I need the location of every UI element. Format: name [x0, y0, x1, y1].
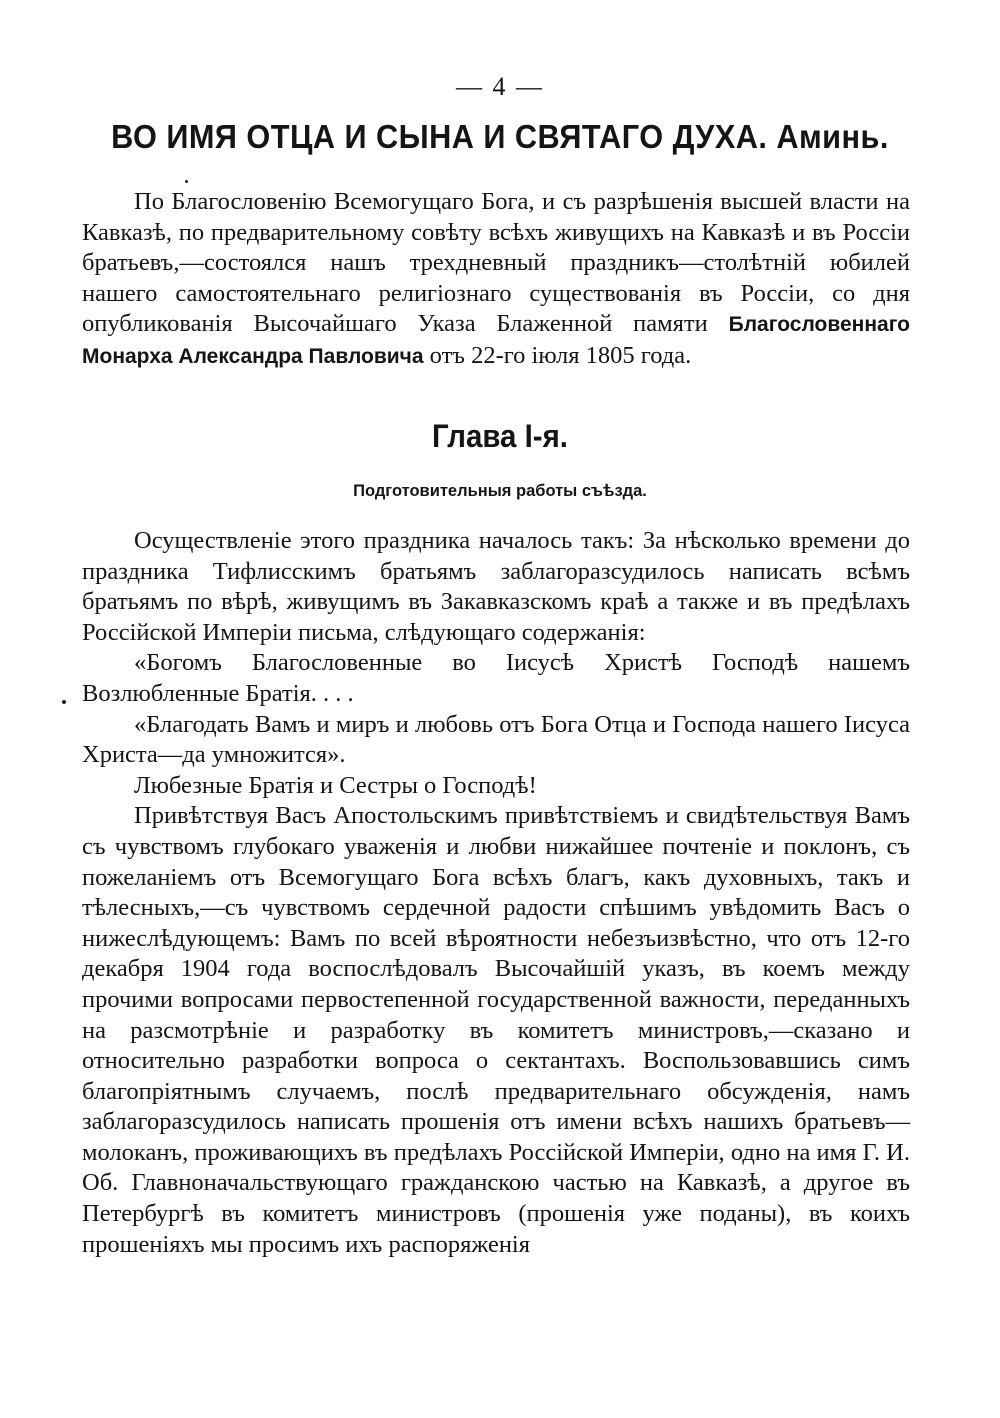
print-speck	[185, 180, 188, 183]
intro-text	[82, 187, 910, 373]
body-paragraph: Осуществленіе этого праздника началось такъ: За нѣсколько времени до праздника Тифлисскимъ братьямъ заблагоразсудилось написать всѣмъ братьямъ по вѣрѣ, живущимъ въ Закавказскомъ краѣ а также и въ предѣлахъ Россійской Имперіи письма, слѣдующаго содержанія:	[82, 527, 910, 646]
chapter-body	[82, 526, 910, 1260]
body-paragraph: Любезные Братія и Сестры о Господѣ!	[134, 771, 537, 799]
print-speck	[62, 700, 66, 704]
intro-paragraph	[82, 187, 910, 373]
chapter-subtitle: Подготовительныя работы съѣзда.	[353, 482, 647, 500]
intro-text-bold: Благословеннаго Монарха Александра Павловича	[82, 313, 910, 368]
intro-text-end: отъ 22-го іюля 1805 года.	[423, 341, 692, 369]
intro-text-start: По Благословенію Всемогущаго Бога, и съ разрѣшенія высшей власти на Кавказѣ, по предварительному совѣту всѣхъ живущихъ на Кавказѣ и въ Россіи братьевъ,—состоялся нашъ трехдневный праздникъ—столѣтній юбилей нашего самостоятельнаго религіознаго существованія въ Россіи, со дня опубликованія Высочайшаго Указа Блаженной памяти	[82, 188, 910, 338]
body-paragraph: Привѣтствуя Васъ Апостольскимъ привѣтствіемъ и свидѣтельствуя Вамъ съ чувствомъ глубокаго уваженія и любви нижайшее почтеніе и поклонъ, съ пожеланіемъ отъ Всемогущаго Бога всѣхъ благъ, какъ духовныхъ, такъ и тѣлесныхъ,—съ чувствомъ сердечной радости спѣшимъ увѣдомить Васъ о нижеслѣдующемъ: Вамъ по всей вѣроятности небезъизвѣстно, что отъ 12-го декабря 1904 года воспослѣдовалъ Высочайшій указъ, въ коемъ между прочими вопросами первостепенной государственной важности, переданныхъ на разсмотрѣніе и разработку въ комитетъ министровъ,—сказано и относительно разработки вопроса о сектантахъ. Воспользовавшись симъ благопріятнымъ случаемъ, послѣ предварительнаго обсужденія, намъ заблагоразсудилось написать прошенія отъ имени всѣхъ нашихъ братьевъ—молоканъ, проживающихъ въ предѣлахъ Россійской Имперіи, одно на имя Г. И. Об. Главноначальствующаго гражданскою частью на Кавказѣ, а другое въ Петербургѣ въ комитетъ министровъ (прошенія уже поданы), въ коихъ прошеніяхъ мы просимъ ихъ распоряженія	[82, 802, 910, 1258]
chapter-title: Глава I-я.	[432, 418, 568, 454]
page-number: — 4 —	[456, 72, 544, 101]
invocation-heading: ВО ИМЯ ОТЦА И СЫНА И СВЯТАГО ДУХА. Аминь.	[111, 118, 889, 155]
body-paragraph: «Благодать Вамъ и миръ и любовь отъ Бога Отца и Господа нашего Іисуса Христа—да умножится».	[82, 710, 910, 769]
body-paragraph: «Богомъ Благословенные во Іисусѣ Христѣ Господѣ нашемъ Возлюбленные Братія. . . .	[82, 649, 910, 707]
